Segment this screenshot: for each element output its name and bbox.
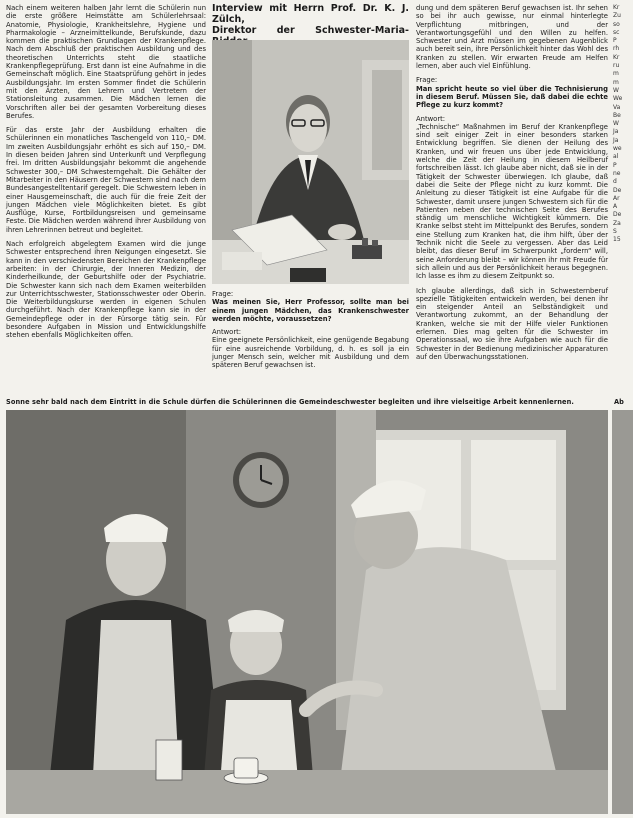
question-1-label: Frage: xyxy=(212,290,234,298)
edge-line: Ja xyxy=(613,128,619,136)
edge-line: Kr xyxy=(613,53,620,61)
edge-line: W xyxy=(613,120,619,128)
interview-text-column xyxy=(212,286,409,396)
edge-line: De xyxy=(613,211,622,219)
question-2-text: Man spricht heute so viel über die Technisierung in diesem Beruf. Müssen Sie, daß dabei die echte Pflege zu kurz kommt? xyxy=(416,84,608,110)
edge-line: ru xyxy=(613,62,620,70)
edge-line: so xyxy=(613,20,620,28)
nursing-scene-photo xyxy=(6,410,608,814)
edge-line: A xyxy=(613,203,618,211)
edge-line: sc xyxy=(613,28,620,36)
edge-line: m xyxy=(613,78,619,86)
left-paragraph-3: Nach erfolgreich abgelegtem Examen wird die junge Schwester entsprechend ihren Neigungen eingesetzt. Sie kann in den verschiedensten Bereichen der Krankenpflege arbeiten: in der Chirurgie, der Inneren Medizin, der Kinderheilkunde, der Geburtshilfe oder der Psychiatrie. Die Schwester kann sich nach dem Examen weiterbilden zur Unterrichtsschwester, Stationsschwester oder Oberin. Die Weiterbildungskurse werden in eigenen Schulen durchgeführt. Nach der Krankenpflege kann sie in der Gemeindepflege oder in der Fürsorge tätig sein. Für besondere Aufgaben in Mission und Entwicklungshilfe stehen ebenfalls Möglichkeiten offen. xyxy=(6,240,206,340)
scene-photo-edge xyxy=(612,410,633,814)
scene-illustration xyxy=(6,410,608,814)
edge-line: rh xyxy=(613,45,620,53)
photo-caption-edge: Ab xyxy=(614,398,624,406)
interview-heading-line-1: Interview mit Herrn Prof. Dr. K. J. Zülch, xyxy=(212,3,409,25)
edge-line: S xyxy=(613,228,617,236)
interview-heading-line-2: Direktor der Schwester-Maria- xyxy=(212,25,409,36)
edge-line: Zu xyxy=(613,12,621,20)
question-1-text: Was meinen Sie, Herr Professor, sollte man bei einem jungen Mädchen, das Krankenschwester werden möchte, voraussetzen? xyxy=(212,298,409,323)
edge-line: W xyxy=(613,86,619,94)
edge-line: Ar xyxy=(613,194,620,202)
right-text-column xyxy=(416,4,608,396)
right-paragraph-top: dung und dem späteren Beruf gewachsen ist. Ihr sehen so bei ihr auch gewisse, nur einmal hinterlegte Verpflichtung mitbringen, und der Verantwortungsgefühl und den Willen zu helfen. Schwester und Arzt müssen im gegebenen Augenblick auch bereit sein, ihre Persönlichkeit hinter das Wohl des Kranken zu stellen. Wir erwarten Freude am Helfen lernen, aber auch viel Einfühlung. xyxy=(416,4,608,71)
edge-line: d xyxy=(613,178,617,186)
answer-1-label: Antwort: xyxy=(212,328,242,337)
edge-line: m xyxy=(613,70,619,78)
right-paragraph-bottom: Ich glaube allerdings, daß sich in Schwesternberuf spezielle Tätigkeiten entwickeln werden, bei denen ihr ein steigender Anteil an Selbständigkeit und Verantwortung zukommt, an der Behandlung der Kranken, welche sie mit der Hilfe vieler Funktionen erlernen. Dies mag gelten für die Schwester im Operationssaal, wo sie ihre Aufgaben wie auch für die Schwester in der Bedienung medizinischer Apparaturen auf den Überwachungsstationen. xyxy=(416,286,608,361)
answer-2-label: Antwort: xyxy=(416,114,446,123)
edge-line: We xyxy=(613,95,623,103)
left-text-column xyxy=(6,4,206,396)
portrait-illustration xyxy=(212,40,409,284)
photo-caption: Sonne sehr bald nach dem Eintritt in die Schule dürfen die Schülerinnen die Gemeindeschwester begleiten und ihre vielseitige Arbeit kennenlernen. xyxy=(6,398,574,406)
edge-line: P xyxy=(613,161,617,169)
edge-line: ne xyxy=(613,169,621,177)
edge-line: Be xyxy=(613,111,621,119)
question-2-label: Frage: xyxy=(416,76,438,85)
edge-line: Kr xyxy=(613,4,620,11)
edge-line: Va xyxy=(613,103,621,111)
left-paragraph-1: Nach einem weiteren halben Jahr lernt die Schülerin nun die erste größere Heimstätte am Schülerlehrsaal: Anatomie, Physiologie, Krankheitslehre, Hygiene und Pharmakologie – Arzneimittelkunde, Berufskunde, dazu kommen die praktischen Grundlagen der Krankenpflege. Nach dem Abschluß der praktischen Ausbildung und des theoretischen Unterrichts steht die staatliche Krankenpflegeprüfung. Erst dann ist eine Aufnahme in die Gemeinschaft möglich. Eine Staatsprüfung gehört in jedes Ausbildungsjahr. Im ersten Sommer findet die Schülerin mit den Ärzten, den Lehrern und Vertretern der Stationsleitung zusammen. Die Mädchen lernen die Vorschriften aller bei der gesamten Vorbereitung dieses Berufes. xyxy=(6,4,206,120)
interview-heading-block xyxy=(212,3,409,41)
edge-line: Za xyxy=(613,219,621,227)
left-paragraph-2: Für das erste Jahr der Ausbildung erhalten die Schülerinnen ein monatliches Taschengeld von 110,– DM. Im zweiten Ausbildungsjahr erhöht es sich auf 150,– DM. In diesen beiden Jahren sind Unterkunft und Verpflegung frei. Im dritten Ausbildungsjahr bekommt die angehende Schwester 300,– DM Schwesterngehalt. Die Gehälter der Mitarbeiter in den Häusern der Schwestern sind nach dem Bundesangestelltentarif geregelt. Die Schwestern leben in einer Hausgemeinschaft, die auch für die freie Zeit der jungen Mädchen viele Möglichkeiten bietet. Es gibt Ausflüge, Kurse, Fortbildungsreisen und gemeinsame Feste. Die Mädchen werden während ihrer Ausbildung von ihren Lehrerinnen betreut und begleitet. xyxy=(6,126,206,234)
answer-1-text: Eine geeignete Persönlichkeit, eine genügende Begabung für eine ausreichende Vorbildung, d. h. es soll ja ein junger Mensch sein, welcher mit Ausbildung und dem späteren Beruf gewachsen ist. xyxy=(212,336,409,370)
portrait-photo-professor xyxy=(212,40,409,284)
edge-clipped-column xyxy=(613,4,633,396)
edge-line: P xyxy=(613,37,617,45)
edge-line: De xyxy=(613,186,622,194)
edge-line: al xyxy=(613,153,619,161)
answer-2-text: „Technische“ Maßnahmen im Beruf der Krankenpflege sind seit einiger Zeit in einer besonders starken Entwicklung begriffen. Sie dienen der Heilung des Kranken, und wir freuen uns über jede Entwicklung, welche die Zeit der Heilung in diesem Heilberuf fortschreiben lässt. Ich glaube aber nicht, daß sie in der Tätigkeit der Schwester überwiegen. Ich glaube, daß dabei die Seite der Pflege nicht zu kurz kommt. Die Anleitung zu dieser Tätigkeit ist eine Aufgabe für die Schwester, damit unsere jungen Schwestern sich für die Patienten neben der technischen Seite des Berufes ständig um menschliche Wichtigkeit kümmern. Die Kranke selbst steht im Mittelpunkt des Berufes, sondern eine Stellung zum Kranken hat, die ihm hilft, über der Technik nicht die Seele zu vergessen. Aber das Leid bleibt, das dieser Beruf im Schwerpunkt „fordern“ will, seine Anforderung bleibt – wir können ihr mit Freude für sich allein und aus der Persönlichkeit heraus begegnen. Ich lasse es ihm zu diesem Zeitpunkt so. xyxy=(416,122,608,281)
edge-line: 15 xyxy=(613,236,621,244)
edge-line: we xyxy=(613,145,622,153)
edge-line: Ja xyxy=(613,136,619,144)
